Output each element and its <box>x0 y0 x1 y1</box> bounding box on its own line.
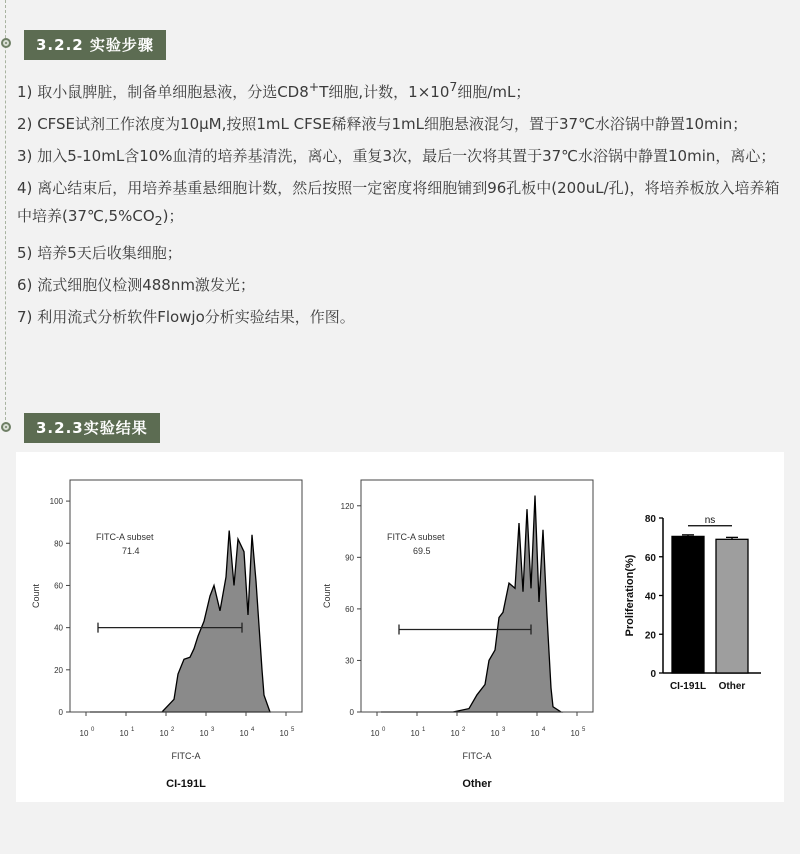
x-tick-exponent: 2 <box>171 727 175 733</box>
y-tick-label: 40 <box>644 591 656 603</box>
x-axis-label: FITC-A <box>462 751 492 761</box>
category-label: CI-191L <box>669 681 707 692</box>
x-tick-exponent: 4 <box>251 727 255 733</box>
y-axis-label: Count <box>322 583 332 609</box>
section-bullet-icon <box>1 422 11 432</box>
step-item: 4) 离心结束后，用培养基重悬细胞计数，然后按照一定密度将细胞铺到96孔板中(200uL/孔)，将培养板放入培养箱中培养$(37℃,5\%CO_2)$； <box>17 179 780 228</box>
x-tick-exponent: 0 <box>91 727 95 733</box>
y-tick-label: 0 <box>349 708 354 717</box>
timeline-line <box>5 0 6 430</box>
x-tick-exponent: 3 <box>211 727 215 733</box>
y-tick-label: 60 <box>345 604 354 614</box>
y-tick-label: 100 <box>49 497 63 507</box>
y-tick-label: 80 <box>644 514 656 525</box>
x-tick-base: 10 <box>279 729 289 738</box>
x-tick-base: 10 <box>490 729 500 738</box>
step-item: 2) CFSE试剂工作浓度为10μM,按照1mL CFSE稀释液与1mL细胞悬液混匀，置于37℃水浴锅中静置10min； <box>17 115 748 133</box>
x-tick-exponent: 5 <box>291 727 295 733</box>
section-bullet-icon <box>1 38 11 48</box>
y-tick-label: 60 <box>54 581 63 591</box>
y-tick-label: 30 <box>345 656 354 666</box>
y-tick-label: 20 <box>644 630 656 642</box>
step-item: 7) 利用流式分析软件Flowjo分析实验结果，作图。 <box>17 308 355 326</box>
x-axis-label: FITC-A <box>171 751 201 761</box>
x-tick-exponent: 1 <box>422 727 426 733</box>
y-tick-label: 0 <box>650 669 656 680</box>
y-tick-label: 80 <box>54 539 63 549</box>
y-tick-label: 0 <box>58 708 63 717</box>
histogram-area <box>381 496 561 713</box>
category-label: Other <box>718 681 746 692</box>
step-item: 5) 培养5天后收集细胞； <box>17 244 182 262</box>
step-item: 1) 取小鼠脾脏，制备单细胞悬液，分选CD8+T细胞,计数，$1\times 10^7$细胞/mL； <box>17 79 531 101</box>
x-tick-exponent: 1 <box>131 727 135 733</box>
gate-value: 69.5 <box>413 546 431 556</box>
x-tick-base: 10 <box>79 729 89 738</box>
x-tick-base: 10 <box>119 729 129 738</box>
y-tick-label: 120 <box>340 501 354 511</box>
y-tick-label: 40 <box>54 623 63 633</box>
x-tick-exponent: 2 <box>462 727 466 733</box>
panel-title: CI-191L <box>166 778 206 790</box>
gate-value: 71.4 <box>122 546 140 556</box>
x-tick-exponent: 3 <box>502 727 506 733</box>
x-tick-exponent: 4 <box>542 727 546 733</box>
histogram-panel <box>322 480 593 790</box>
bar <box>716 539 748 673</box>
x-tick-base: 10 <box>410 729 420 738</box>
x-tick-base: 10 <box>370 729 380 738</box>
results-figure <box>16 452 784 802</box>
histogram-area <box>90 531 270 712</box>
x-tick-base: 10 <box>530 729 540 738</box>
x-tick-exponent: 5 <box>582 727 586 733</box>
y-axis-label: Proliferation(%) <box>624 554 636 637</box>
steps-list <box>17 73 792 335</box>
results-chart-svg <box>16 452 784 802</box>
x-tick-base: 10 <box>159 729 169 738</box>
y-tick-label: 20 <box>54 665 63 675</box>
significance-label: ns <box>704 514 716 526</box>
y-axis-label: Count <box>31 583 41 609</box>
histogram-panel <box>31 480 302 790</box>
step-item: 3) 加入5-10mL含10%血清的培养基清洗，离心，重复3次，最后一次将其置于37℃水浴锅中静置10min，离心； <box>17 147 776 165</box>
bar <box>672 536 704 673</box>
x-tick-base: 10 <box>199 729 209 738</box>
step-item: 6) 流式细胞仪检测488nm激发光； <box>17 276 255 294</box>
y-tick-label: 60 <box>644 552 656 564</box>
y-tick-label: 90 <box>345 553 354 563</box>
panel-title: Other <box>462 778 492 790</box>
section-title: 3.2.2 实验步骤 <box>24 30 166 60</box>
plot-frame <box>361 480 593 712</box>
section-title: 3.2.3实验结果 <box>24 413 160 443</box>
bar-chart-panel <box>624 514 761 692</box>
x-tick-exponent: 0 <box>382 727 386 733</box>
gate-label: FITC-A subset <box>387 532 445 542</box>
gate-label: FITC-A subset <box>96 532 154 542</box>
x-tick-base: 10 <box>450 729 460 738</box>
x-tick-base: 10 <box>239 729 249 738</box>
x-tick-base: 10 <box>570 729 580 738</box>
